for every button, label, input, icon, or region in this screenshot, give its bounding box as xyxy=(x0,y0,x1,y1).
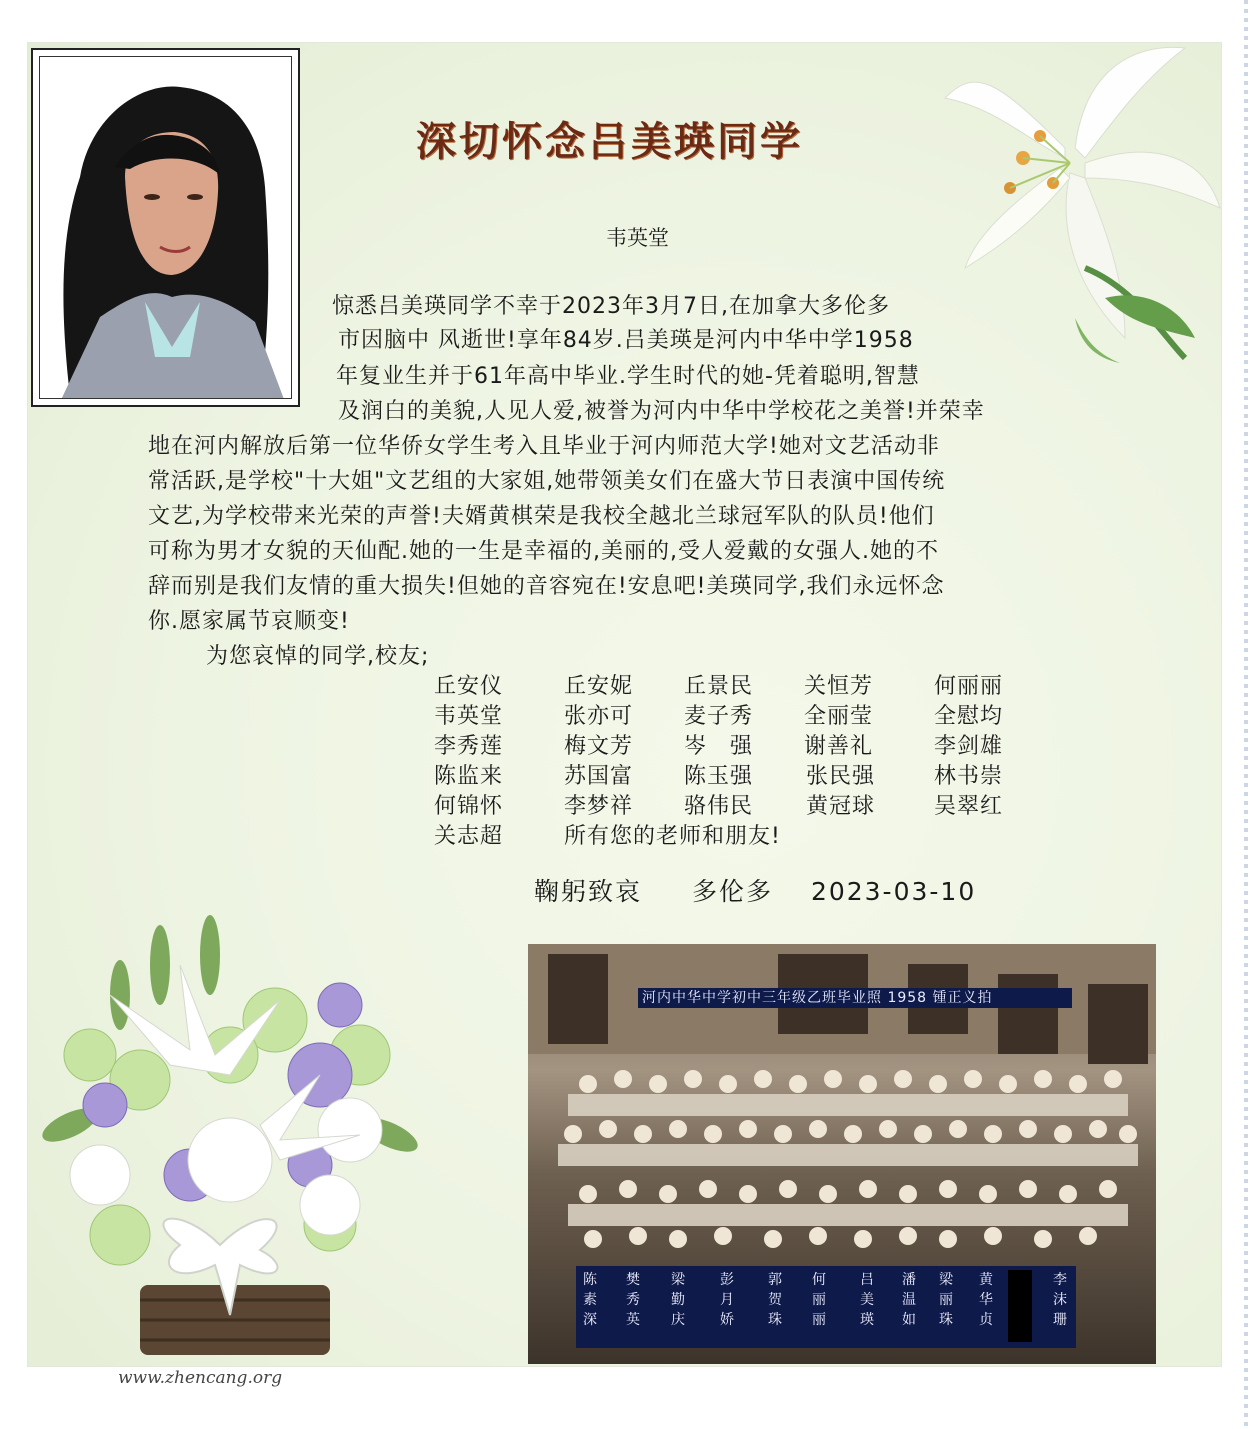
mourner-name: 苏国富 xyxy=(564,764,634,789)
lily-decoration xyxy=(935,38,1225,368)
mourner-name: 张民强 xyxy=(806,764,876,789)
mourner-name: 李秀莲 xyxy=(434,734,504,759)
student-label: 潘温如 xyxy=(902,1272,916,1328)
mourner-name: 丘景民 xyxy=(684,674,754,699)
mourner-name: 李梦祥 xyxy=(564,794,634,819)
body-line: 年复业生并于61年高中毕业.学生时代的她-凭着聪明,智慧 xyxy=(336,364,920,389)
mourner-name: 林书崇 xyxy=(934,764,1004,789)
mourner-name: 全丽莹 xyxy=(804,704,874,729)
student-label: 梁勤庆 xyxy=(671,1272,685,1328)
student-label: 黄华贞 xyxy=(979,1272,993,1328)
mourner-name: 陈监来 xyxy=(434,764,504,789)
group-photo-caption: 河内中华中学初中三年级乙班毕业照 1958 锺正义拍 xyxy=(638,988,1072,1008)
student-label: 樊秀英 xyxy=(626,1272,640,1328)
student-label: 梁丽珠 xyxy=(939,1272,953,1328)
portrait-frame xyxy=(31,48,300,407)
author-name: 韦英堂 xyxy=(606,226,669,250)
page-title: 深切怀念吕美瑛同学 xyxy=(416,119,803,165)
mourner-name: 何丽丽 xyxy=(934,674,1004,699)
mourner-name: 所有您的老师和朋友! xyxy=(564,824,781,849)
flower-basket-image xyxy=(30,905,430,1365)
student-label: 何丽丽 xyxy=(812,1272,826,1328)
signature-place: 多伦多 xyxy=(691,877,773,906)
body-line: 常活跃,是学校"十大姐"文艺组的大家姐,她带领美女们在盛大节日表演中国传统 xyxy=(148,469,946,494)
body-line: 惊悉吕美瑛同学不幸于2023年3月7日,在加拿大多伦多 xyxy=(332,294,890,319)
student-label: 吕美瑛 xyxy=(860,1272,874,1328)
mourner-name: 韦英堂 xyxy=(434,704,504,729)
mourner-name: 张亦可 xyxy=(564,704,634,729)
body-line: 文艺,为学校带来光荣的声誉!夫婿黄棋荣是我校全越北兰球冠军队的队员!他们 xyxy=(148,504,935,529)
mourner-name: 何锦怀 xyxy=(434,794,504,819)
mourner-name: 全慰均 xyxy=(934,704,1004,729)
signature-phrase: 鞠躬致哀 xyxy=(534,877,643,906)
signature-date: 2023-03-10 xyxy=(810,877,977,906)
student-label: 李沫珊 xyxy=(1053,1272,1067,1328)
page-edge xyxy=(1244,0,1248,1429)
mourner-name: 关恒芳 xyxy=(804,674,874,699)
group-photo-labels xyxy=(576,1266,1076,1348)
body-line: 你.愿家属节哀顺变! xyxy=(148,609,350,634)
mourner-name: 吴翠红 xyxy=(934,794,1004,819)
body-line: 为您哀悼的同学,校友; xyxy=(206,644,430,669)
mourner-name: 丘安妮 xyxy=(564,674,634,699)
student-label: 郭贺珠 xyxy=(768,1272,782,1328)
portrait-photo xyxy=(39,56,292,399)
mourner-name: 陈玉强 xyxy=(684,764,754,789)
body-line: 及润白的美貌,人见人爱,被誉为河内中华中学校花之美誉!并荣幸 xyxy=(338,399,985,424)
website-watermark: www.zhencang.org xyxy=(118,1368,283,1388)
signature-line xyxy=(534,872,976,908)
mourner-name: 岑 强 xyxy=(684,734,754,759)
body-line: 地在河内解放后第一位华侨女学生考入且毕业于河内师范大学!她对文艺活动非 xyxy=(148,434,940,459)
mourner-name: 谢善礼 xyxy=(804,734,874,759)
student-label: 陈素深 xyxy=(583,1272,597,1328)
mourner-name: 黄冠球 xyxy=(806,794,876,819)
mourner-name: 麦子秀 xyxy=(684,704,754,729)
mourner-name: 李剑雄 xyxy=(934,734,1004,759)
mourner-name: 关志超 xyxy=(434,824,504,849)
body-line: 市因脑中 风逝世!享年84岁.吕美瑛是河内中华中学1958 xyxy=(338,328,914,353)
body-line: 可称为男才女貌的天仙配.她的一生是幸福的,美丽的,受人爱戴的女强人.她的不 xyxy=(148,539,939,564)
mourner-name: 骆伟民 xyxy=(684,794,754,819)
student-label xyxy=(1008,1270,1032,1342)
student-label: 彭月娇 xyxy=(720,1272,734,1328)
mourner-name: 丘安仪 xyxy=(434,674,504,699)
group-photo xyxy=(528,944,1156,1364)
body-line: 辞而别是我们友情的重大损失!但她的音容宛在!安息吧!美瑛同学,我们永远怀念 xyxy=(148,574,945,599)
mourner-name: 梅文芳 xyxy=(564,734,634,759)
